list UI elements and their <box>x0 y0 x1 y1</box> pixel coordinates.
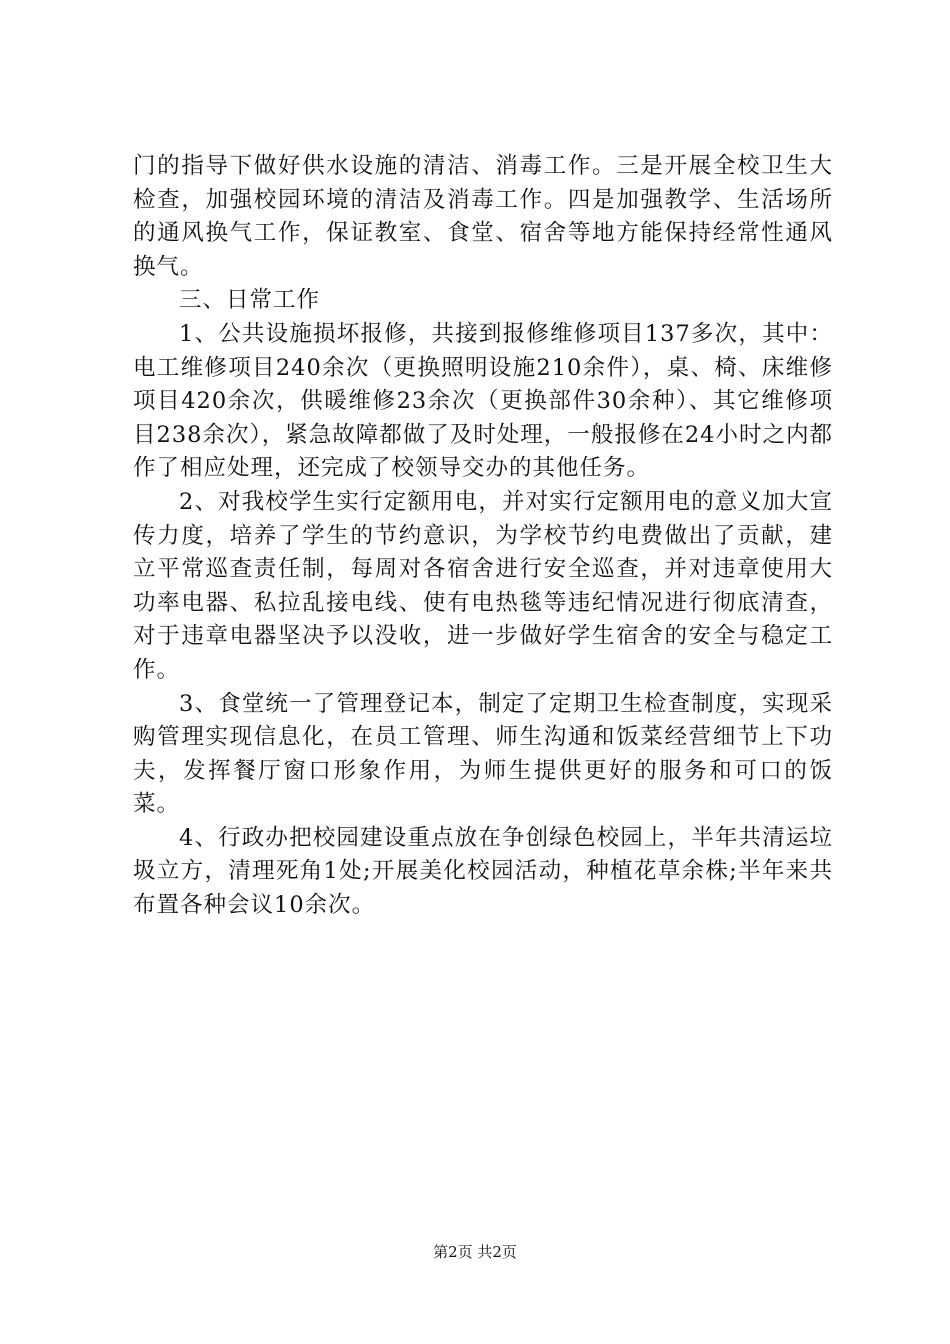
section-heading-daily-work: 三、日常工作 <box>179 287 321 314</box>
paragraph-repairs: 1、公共设施损坏报修，共接到报修维修项目137多次，其中：电工维修项目240余次（更换照明设施210余件），桌、椅、床维修项目420余次，供暖维修23余次（更换部件30余种）、其它维修项目238余次），紧急故障都做了及时处理，一般报修在24小时之内都作了相应处理，还完成了校领导交办的其他任务。 <box>133 320 833 482</box>
document-body <box>133 150 833 923</box>
page-footer <box>0 1242 950 1262</box>
paragraph-canteen: 3、食堂统一了管理登记本，制定了定期卫生检查制度，实现采购管理实现信息化，在员工管理、师生沟通和饭菜经营细节上下功夫，发挥餐厅窗口形象作用，为师生提供更好的服务和可口的饭菜。 <box>133 690 833 818</box>
page-number: 第2页 共2页 <box>433 1243 517 1261</box>
paragraph-electricity-quota: 2、对我校学生实行定额用电，并对实行定额用电的意义加大宣传力度，培养了学生的节约意识，为学校节约电费做出了贡献，建立平常巡查责任制，每周对各宿舍进行安全巡查，并对违章使用大功率电器、私拉乱接电线、使有电热毯等违纪情况进行彻底清查，对于违章电器坚决予以没收，进一步做好学生宿舍的安全与稳定工作。 <box>133 488 833 683</box>
paragraph-continued-disinfection: 门的指导下做好供水设施的清洁、消毒工作。三是开展全校卫生大检查，加强校园环境的清洁及消毒工作。四是加强教学、生活场所的通风换气工作，保证教室、食堂、宿舍等地方能保持经常性通风换气。 <box>133 153 833 280</box>
paragraph-campus-greening: 4、行政办把校园建设重点放在争创绿色校园上，半年共清运垃圾立方，清理死角1处;开展美化校园活动，种植花草余株;半年来共布置各种会议10余次。 <box>133 824 833 919</box>
